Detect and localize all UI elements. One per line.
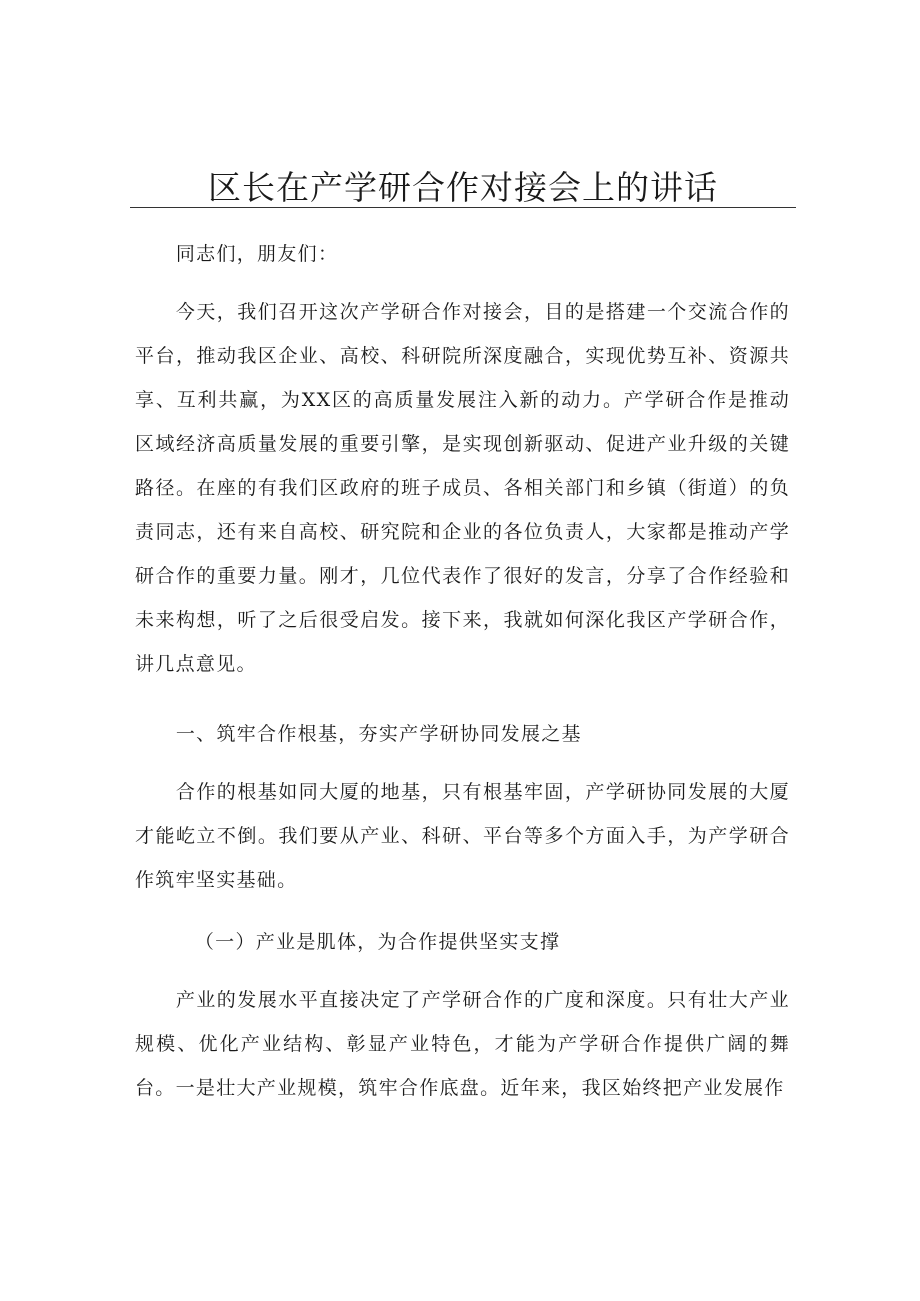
document-title: 区长在产学研合作对接会上的讲话: [208, 168, 718, 207]
title-underline: [130, 207, 796, 208]
paragraph-intro: 今天，我们召开这次产学研合作对接会，目的是搭建一个交流合作的平台，推动我区企业、高校、科研院所深度融合，实现优势互补、资源共享、互利共赢，为XX区的高质量发展注入新的动力。产学研合作是推动区域经济高质量发展的重要引擎，是实现创新驱动、促进产业升级的关键路径。在座的有我们区政府的班子成员、各相关部门和乡镇（街道）的负责同志，还有来自高校、研究院和企业的各位负责人，大家都是推动产学研合作的重要力量。刚才，几位代表作了很好的发言，分享了合作经验和未来构想，听了之后很受启发。接下来，我就如何深化我区产学研合作，讲几点意见。: [135, 301, 790, 675]
paragraph-subsection-1: 产业的发展水平直接决定了产学研合作的广度和深度。只有壮大产业规模、优化产业结构、彰显产业特色，才能为产学研合作提供广阔的舞台。一是壮大产业规模，筑牢合作底盘。近年来，我区始终把产业发展作: [135, 989, 790, 1099]
salutation: 同志们，朋友们：: [175, 243, 339, 265]
paragraph-section-1: 合作的根基如同大厦的地基，只有根基牢固，产学研协同发展的大厦才能屹立不倒。我们要从产业、科研、平台等多个方面入手，为产学研合作筑牢坚实基础。: [135, 781, 790, 891]
subsection-heading-1: （一）产业是肌体，为合作提供坚实支撑: [194, 931, 561, 953]
section-heading-1: 一、筑牢合作根基，夯实产学研协同发展之基: [175, 723, 582, 745]
